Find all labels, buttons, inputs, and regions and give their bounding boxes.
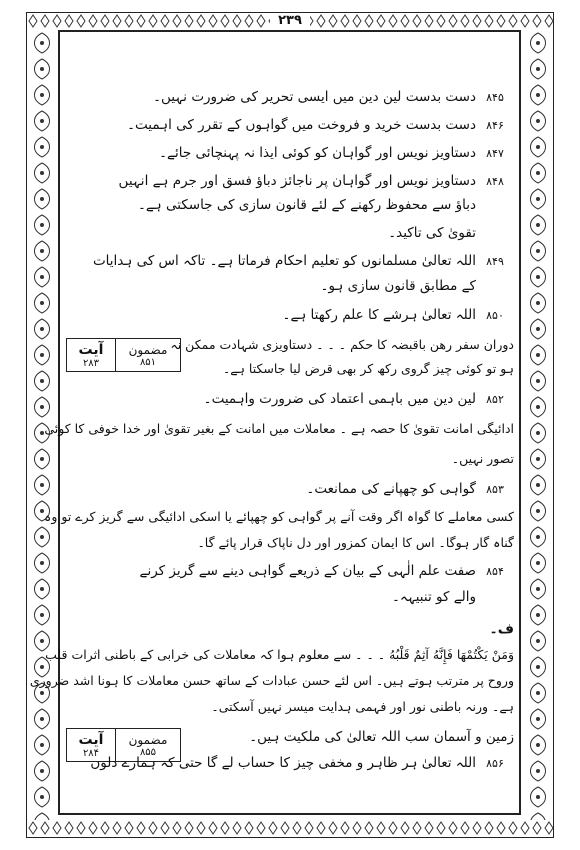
fawaid-line-3: ہے۔ ورنہ باطنی نور اور فہمی ہدایت میسر نہیں آسکتی۔ [211, 699, 514, 714]
entry-846: ۸۴۶دست بدست خرید و فروخت میں گواہوں کے تقرر کی اہمیت۔ [127, 117, 504, 133]
entry-855: زمین و آسمان سب اللہ تعالیٰ کی ملکیت ہیں۔ [249, 729, 514, 745]
note-gawahi-cont: گناہ گار ہوگا۔ اس کا ایمان کمزور اور دل ناپاک قرار پائے گا۔ [197, 535, 514, 550]
entry-851-cont: ہو تو کوئی چیز گروی رکھ کر بھی قرض لیا جاسکتا ہے۔ [222, 361, 514, 376]
entry-848: ۸۴۸دستاویز نویس اور گواہان پر ناجائز دباؤ فسق اور جرم ہے انہیں [118, 173, 504, 189]
fawaid-line-2: وروح پر مترتب ہوتے ہیں۔ اس لئے حسن عبادات کے ساتھ حسن معاملات کا ہونا اشد ضروری [29, 673, 514, 688]
content-area [29, 80, 514, 808]
note-amanat: ادائیگی امانت تقویٰ کا حصہ ہے ۔ معاملات میں امانت کے بغیر تقویٰ اور خدا خوفی کا کوئی [44, 421, 514, 436]
entry-847: ۸۴۷دستاویز نویس اور گواہان کو کوئی ایذا نہ پہنچائی جائے۔ [159, 145, 504, 161]
entry-845: ۸۴۵دست بدست لین دین میں ایسی تحریر کی ضرورت نہیں۔ [153, 89, 504, 105]
note-gawahi: کسی معاملے کا گواہ اگر وقت آنے پر گواہی کو چھپائے یا اسکی ادائیگی سے گریز کرے تو وہ [44, 509, 514, 524]
ref-box-283 [66, 338, 181, 372]
entry-853: ۸۵۳گواہی کو چھپانے کی ممانعت۔ [306, 481, 504, 497]
ref-ayat: آیت ۲۸۳ [67, 339, 116, 371]
entry-854-cont: والے کو تنبیہہ۔ [392, 589, 476, 605]
entry-848-cont: دباؤ سے محفوظ رکھنے کے لئے قانون سازی کی جاسکتی ہے۔ [137, 197, 476, 213]
entry-850: ۸۵۰اللہ تعالیٰ ہرشے کا علم رکھتا ہے۔ [282, 307, 504, 323]
entry-849-cont: کے مطابق قانون سازی ہو۔ [320, 278, 476, 294]
page-number: ۲۳۹ [270, 13, 310, 28]
ref-mazmoon: مضمون ۸۵۵ [128, 732, 168, 758]
ref-mazmoon: مضمون ۸۵۱ [128, 342, 168, 368]
entry-854: ۸۵۴صفت علم الٰہی کے بیان کے ذریعے گواہی دینے سے گریز کرنے [139, 563, 504, 579]
entry-taqwa: تقویٰ کی تاکید۔ [388, 225, 476, 241]
ornament-right [523, 30, 553, 820]
entry-849: ۸۴۹اللہ تعالیٰ مسلمانوں کو تعلیم احکام فرماتا ہے۔ تاکہ اس کی ہدایات [92, 253, 504, 269]
ornament-bottom [27, 820, 553, 836]
note-amanat-cont: تصور نہیں۔ [451, 451, 514, 466]
entry-851: دوران سفر رھن باقبضہ کا حکم ۔ ۔ ۔ دستاویزی شہادت ممکن نہ [170, 337, 514, 352]
ref-ayat: آیت ۲۸۴ [67, 729, 116, 761]
fawaid-line-1: وَمَنْ يَكْتُمْهَا فَإِنَّهُ آثِمٌ قَلْبُهُ ۔ ۔ ۔ سے معلوم ہوا کہ معاملات کی خرابی کے باطنی اثرات قلب [45, 647, 514, 662]
fawaid-heading: ف۔ [489, 621, 514, 637]
entry-856: ۸۵۶اللہ تعالیٰ ہر ظاہر و مخفی چیز کا حساب لے گا حتی کہ ہمارے دلوں [90, 755, 504, 771]
entry-852: ۸۵۲لین دین میں باہمی اعتماد کی ضرورت واہمیت۔ [203, 391, 504, 407]
